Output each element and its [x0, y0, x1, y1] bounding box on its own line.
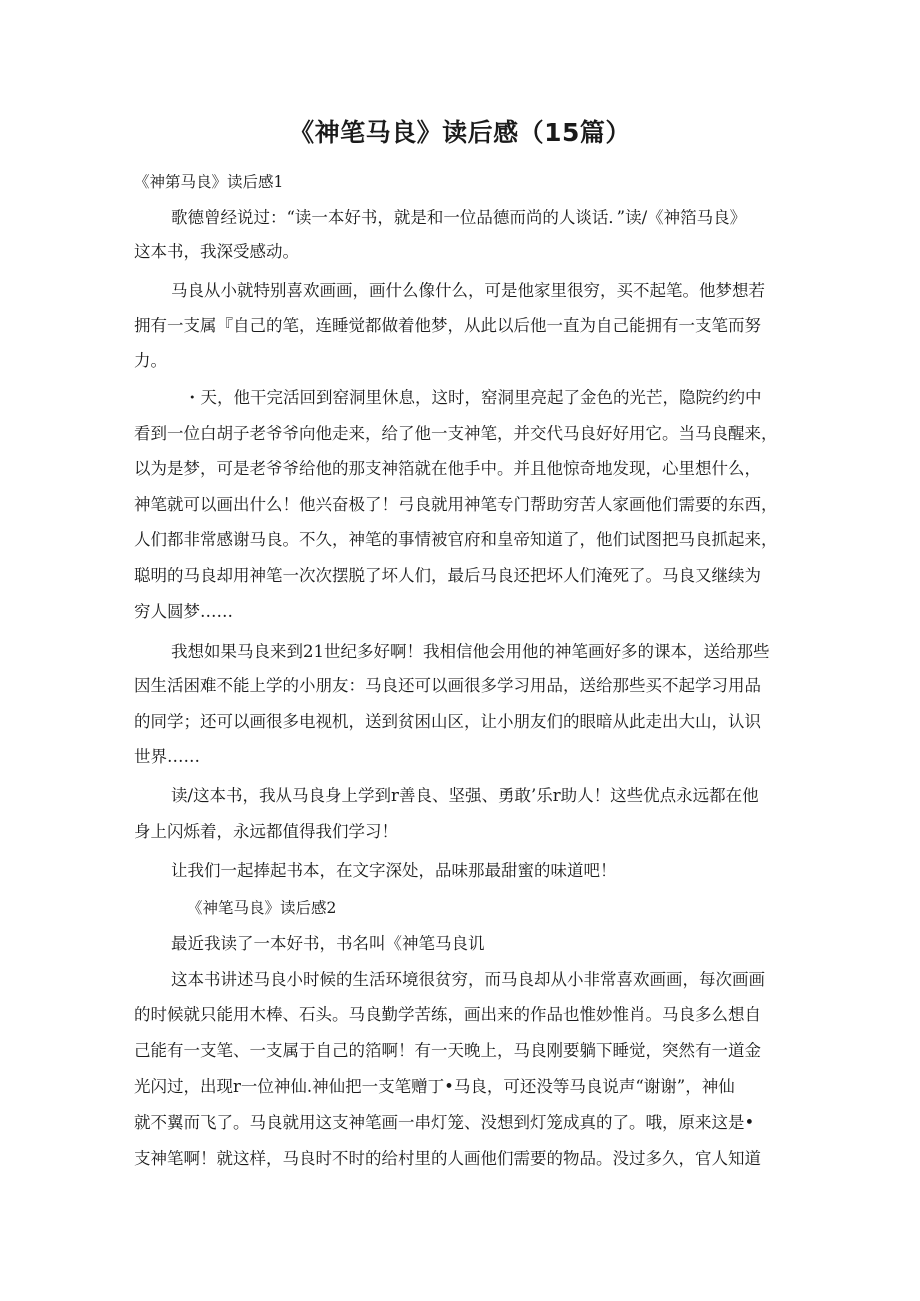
text-line: 让我们一起捧起书本，在文字深处，品味那最甜蜜的味道吧！: [171, 861, 617, 880]
text-line: 己能有一支笔、一支属于自己的箔啊！有一天晚上，马良刚要躺下睡觉，突然有一道金: [134, 1041, 761, 1060]
text-line: 就不翼而飞了。马良就用这支神笔画一串灯笼、没想到灯笼成真的了。哦，原来这是•: [134, 1113, 755, 1132]
text-line: 聪明的马良却用神笔一次次摆脱了坏人们，最后马良还把坏人们淹死了。马良又继续为: [134, 566, 761, 585]
text-line: 这本书，我深受感动。: [134, 242, 299, 261]
text-line: 拥有一支属『自己的笔，连睡觉都做着他梦，从此以后他一直为自己能拥有一支笔而努: [134, 316, 761, 335]
text-line: 的同学；还可以画很多电视机，送到贫困山区，让小朋友们的眼暗从此走出大山，认识: [134, 712, 761, 731]
text-line: 身上闪烁着，永远都值得我们学习！: [134, 822, 398, 841]
text-line: 神笔就可以画出什么！他兴奋极了！弓良就用神笔专门帮助穷苦人家画他们需要的东西，: [134, 495, 778, 514]
section-heading-1: 《神第马良》读后感1: [134, 173, 284, 191]
text-line: 马良从小就特别喜欢画画，画什么像什么，可是他家里很穷，买不起笔。他梦想若: [171, 281, 765, 300]
text-line: 因生活困难不能上学的小朋友：马良还可以画很多学习用品，送给那些买不起学习用品: [134, 676, 761, 695]
text-line: 读/这本书，我从马良身上学到r善良、坚强、勇敢’乐r助人！这些优点永远都在他: [171, 786, 759, 805]
text-line: 最近我读了一本好书，书名叫《神笔马良讥: [171, 934, 485, 953]
text-line: ・天，他干完活回到窑洞里休息，这时，窑洞里亮起了金色的光芒，隐院约约中: [184, 388, 762, 407]
section-heading-2: 《神笔马良》读后感2: [187, 899, 337, 917]
text-line: 看到一位白胡子老爷爷向他走来，给了他一支神笔，并交代马良好好用它。当马良醒来，: [134, 424, 778, 443]
text-line: 这本书讲述马良小时候的生活环境很贫穷，而马良却从小非常喜欢画画，每次画画: [171, 970, 765, 989]
text-line: 我想如果马良来到21世纪多好啊！我相信他会用他的神笔画好多的课本，送给那些: [171, 642, 770, 661]
text-line: 世界……: [134, 747, 200, 766]
text-line: 歌德曾经说过：“读一本好书，就是和一位品德而尚的人谈话．”读/《神箔马良》: [171, 208, 747, 227]
page-title: 《神笔马良》读后感（15篇）: [289, 118, 631, 147]
text-line: 以为是梦，可是老爷爷给他的那支神箔就在他手中。并且他惊奇地发现，心里想什么，: [134, 459, 761, 478]
text-line: 光闪过，出现r一位神仙.神仙把一支笔赠丁•马良，可还没等马良说声“谢谢”，神仙: [134, 1077, 735, 1096]
text-line: 力。: [134, 351, 167, 370]
text-line: 人们都非常感谢马良。不久，神笔的事情被官府和皇帝知道了，他们试图把马良抓起来，: [134, 530, 778, 549]
text-line: 支神笔啊！就这样，马良时不时的给村里的人画他们需要的物品。没过多久，官人知道: [134, 1149, 761, 1168]
text-line: 穷人圆梦……: [134, 602, 233, 621]
text-line: 的时候就只能用木棒、石头。马良勤学苦练，画出来的作品也惟妙惟肖。马良多么想自: [134, 1005, 761, 1024]
